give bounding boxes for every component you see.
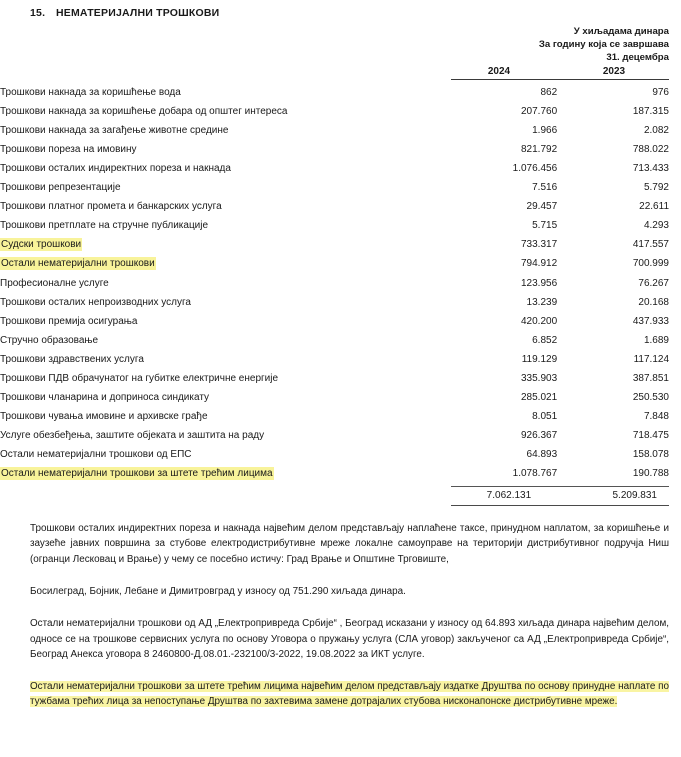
row-value-2023: 187.315 (632, 105, 669, 117)
note-title: НЕМАТЕРИЈАЛНИ ТРОШКОВИ (56, 7, 220, 19)
row-value-2024: 5.715 (532, 220, 558, 232)
row-value-2023: 22.611 (639, 201, 669, 213)
table-row (0, 426, 669, 445)
row-value-2024: 123.956 (520, 277, 558, 289)
row-value-2024: 862 (540, 86, 558, 98)
table-row (0, 464, 669, 483)
totals-row (0, 487, 669, 504)
row-label: Трошкови репрезентације (0, 182, 121, 194)
table-row (0, 293, 669, 312)
row-label (0, 254, 427, 273)
row-value-2023: 76.267 (638, 277, 669, 289)
row-value-2024: 335.903 (520, 373, 558, 385)
row-label: Услуге обезбеђења, заштите објеката и заштита на раду (0, 430, 265, 442)
row-label: Трошкови пореза на имовину (0, 143, 137, 155)
totals-value-2023: 5.209.831 (612, 489, 657, 501)
paragraph-third-party-damages (30, 679, 669, 710)
row-label: Трошкови ПДВ обрачунатог на губитке електричне енергије (0, 373, 279, 385)
row-value-2024: 119.129 (521, 353, 558, 365)
row-value-2024: 821.792 (520, 143, 558, 155)
row-label: Трошкови претплате на стручне публикације (0, 220, 209, 232)
table-row (0, 445, 669, 464)
note-number: 15. (30, 7, 46, 19)
row-label: Остали нематеријални трошкови од ЕПС (0, 449, 192, 461)
paragraph-third-party-damages-text: Остали нематеријални трошкови за штете трећим лицима највећим делом представљају издатке Друштва по основу принудне наплате по тужбама трећих лица за непоступање Друштва по захтевима замене дотрајалих стубова нисконапонске дистрибутивне мреже. (30, 680, 669, 708)
row-value-2024: 1.076.456 (512, 162, 558, 174)
row-value-2023: 788.022 (632, 143, 669, 155)
row-value-2023: 4.293 (643, 220, 669, 232)
row-value-2023: 20.168 (638, 296, 669, 308)
row-label: Трошкови осталих индиректних пореза и накнада (0, 162, 231, 174)
column-header-2023: 2023 (602, 65, 626, 77)
totals-table (0, 487, 669, 504)
highlight-marker: Остали нематеријални трошкови за штете трећим лицима (1, 468, 273, 480)
paragraph-municipalities: Босилеград, Бојник, Лебане и Димитровград у износу од 751.290 хиљада динара. (30, 586, 406, 598)
table-row (0, 235, 669, 254)
table-column-header (0, 25, 681, 65)
table-row (0, 159, 669, 178)
totals-label (0, 487, 406, 504)
row-label: Трошкови накнада за загађење животне средине (0, 124, 229, 136)
narrative-text (30, 521, 669, 710)
row-label: Трошкови премија осигурања (0, 315, 138, 327)
date-label: 31. децембра (606, 52, 669, 64)
row-value-2024: 7.516 (532, 182, 558, 194)
table-row (0, 216, 669, 235)
row-label (0, 235, 427, 254)
table-row (0, 388, 669, 407)
table-row (0, 350, 669, 369)
row-value-2023: 158.078 (632, 449, 669, 461)
note-heading (0, 0, 681, 19)
row-label: Стручно образовање (0, 334, 99, 346)
table-row (0, 178, 669, 197)
row-value-2023: 190.788 (632, 468, 669, 480)
row-value-2023: 387.851 (632, 373, 669, 385)
expense-items-body (0, 83, 669, 484)
row-value-2023: 7.848 (643, 411, 669, 423)
table-row (0, 102, 669, 121)
row-value-2023: 5.792 (643, 182, 669, 194)
table-row (0, 369, 669, 388)
row-value-2023: 2.082 (643, 124, 669, 136)
table-row (0, 274, 669, 293)
totals-block (0, 486, 681, 506)
row-value-2023: 700.999 (632, 258, 669, 270)
period-label: За годину која се завршава (538, 39, 669, 51)
row-value-2024: 285.021 (520, 392, 558, 404)
table-row (0, 83, 669, 102)
row-value-2023: 417.557 (632, 239, 669, 251)
table-row (0, 254, 669, 273)
paragraph-eps-services: Остали нематеријални трошкови од АД „Електропривреда Србије“ , Београд исказани у износу од 64.893 хиљада динара највећим делом, односе се на трошкове сервисних услуга по основу Уговора о пружању услуга (СЛА уговор) закљученог са АД „Електропривреда Србије“, Београд Анекса уговора 8 2460800-Д.08.01.-232100/3-2022, 19.08.2022 за ИКТ услуге. (30, 617, 669, 661)
row-value-2024: 1.078.767 (512, 468, 558, 480)
table-row (0, 331, 669, 350)
row-label (0, 464, 427, 483)
unit-label: У хиљадама динара (573, 26, 669, 37)
table-row (0, 197, 669, 216)
row-value-2024: 794.912 (520, 258, 558, 270)
paragraph-indirect-taxes: Трошкови осталих индиректних пореза и накнада највећим делом представљају наплаћене таксе, принудном наплатом, за коришћење и заузеће јавних површина за стубове електродистрибутивне мреже локалне самоуправе на територији дистрибутивног подручја Ниш (огранци Лесковац и Врање) у чему се посебно истичу: Град Врање и Општине Трговиште, (30, 522, 669, 565)
row-value-2024: 8.051 (532, 411, 558, 423)
row-label: Трошкови осталих непроизводних услуга (0, 296, 191, 308)
row-value-2023: 976 (652, 86, 669, 98)
year-header-row (0, 66, 681, 77)
row-label: Професионалне услуге (0, 277, 109, 289)
row-label: Трошкови накнада за коришћење добара од општег интереса (0, 105, 288, 117)
table-row (0, 140, 669, 159)
row-value-2024: 733.317 (520, 239, 558, 251)
row-label: Трошкови здравствених услуга (0, 353, 144, 365)
row-value-2024: 29.457 (526, 201, 558, 213)
row-value-2023: 117.124 (633, 353, 669, 365)
row-value-2024: 13.239 (526, 296, 558, 308)
row-value-2024: 6.852 (532, 334, 558, 346)
row-label: Трошкови чувања имовине и архивске грађе (0, 411, 208, 423)
highlight-marker: Судски трошкови (1, 239, 82, 251)
row-value-2024: 207.760 (520, 105, 558, 117)
row-label: Трошкови чланарина и доприноса синдикату (0, 392, 210, 404)
row-value-2023: 437.933 (632, 315, 669, 327)
row-label: Трошкови платног промета и банкарских услуга (0, 201, 222, 213)
row-value-2023: 718.475 (632, 430, 669, 442)
row-value-2024: 64.893 (526, 449, 558, 461)
row-value-2023: 713.433 (632, 162, 669, 174)
totals-bottom-rule (451, 505, 669, 506)
row-value-2023: 1.689 (643, 334, 669, 346)
row-label: Трошкови накнада за коришћење вода (0, 86, 181, 98)
row-value-2023: 250.530 (632, 392, 669, 404)
table-row (0, 407, 669, 426)
expense-items-table (0, 83, 669, 484)
highlight-marker: Остали нематеријални трошкови (1, 258, 155, 270)
table-row (0, 121, 669, 140)
table-row (0, 312, 669, 331)
row-value-2024: 420.200 (520, 315, 558, 327)
totals-value-2024: 7.062.131 (486, 489, 532, 501)
column-header-2024: 2024 (487, 65, 511, 77)
row-value-2024: 1.966 (532, 124, 558, 136)
row-value-2024: 926.367 (520, 430, 558, 442)
header-rule (451, 79, 669, 80)
